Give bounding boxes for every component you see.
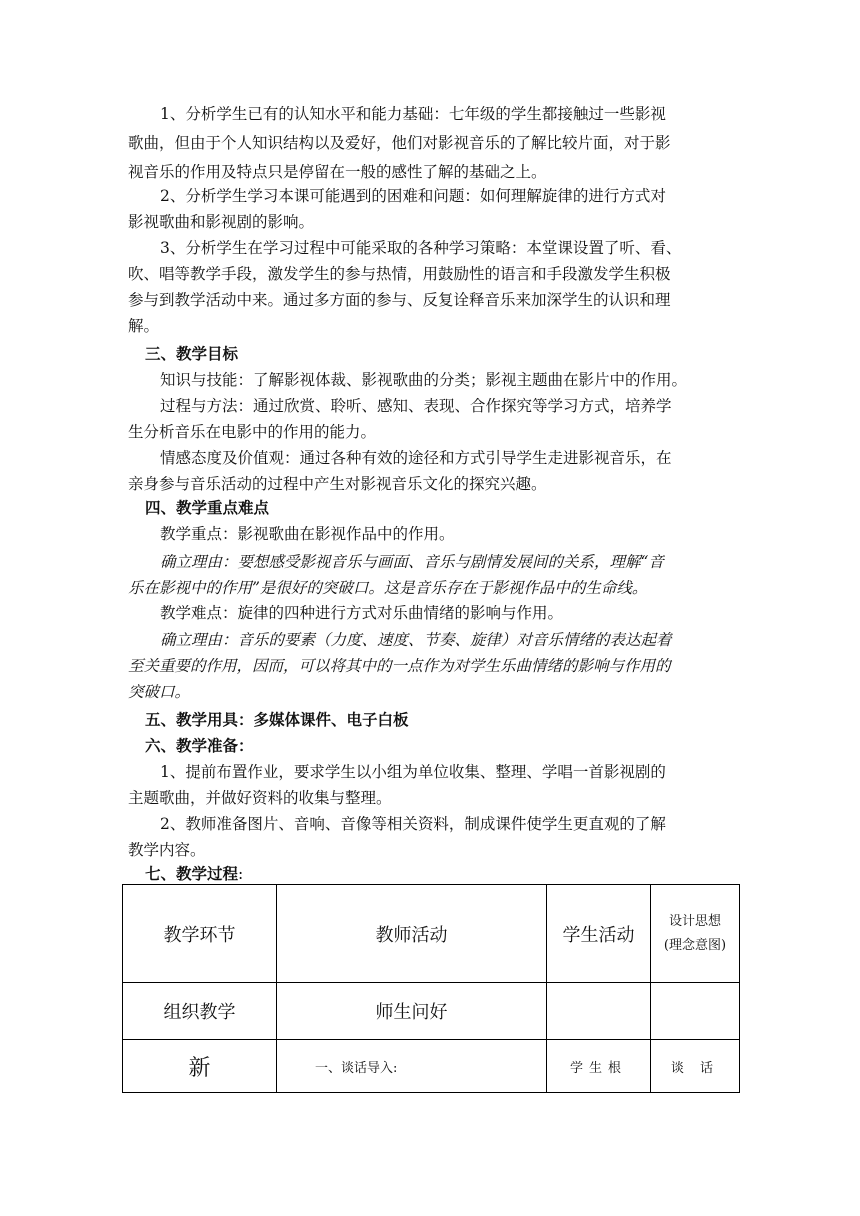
section6-item1-line2: 主题歌曲，并做好资料的收集与整理。 xyxy=(128,789,392,807)
section6-item2-line1: 2、教师准备图片、音响、音像等相关资料，制成课件使学生更直观的了解 xyxy=(160,815,666,833)
analysis-p3-line3: 参与到教学活动中来。通过多方面的参与、反复诠释音乐来加深学生的认识和理 xyxy=(128,291,671,309)
row1-stage: 组织教学 xyxy=(123,983,277,1040)
table-row xyxy=(123,983,740,1040)
analysis-p1-line1: 1、分析学生已有的认知水平和能力基础：七年级的学生都接触过一些影视 xyxy=(160,105,666,123)
section4-key-point: 教学重点：影视歌曲在影视作品中的作用。 xyxy=(160,525,455,543)
section3-process-line2: 生分析音乐在电影中的作用的能力。 xyxy=(128,423,377,441)
teaching-process-table xyxy=(122,884,740,1093)
section3-process-line1: 过程与方法：通过欣赏、聆听、感知、表现、合作探究等学习方式，培养学 xyxy=(160,397,672,415)
row2-design: 谈 话 xyxy=(651,1040,740,1093)
header-teacher-activity: 教师活动 xyxy=(277,885,547,983)
analysis-p2-line2: 影视歌曲和影视剧的影响。 xyxy=(128,213,315,231)
analysis-p2-line1: 2、分析学生学习本课可能遇到的困难和问题：如何理解旋律的进行方式对 xyxy=(160,187,666,205)
header-stage: 教学环节 xyxy=(123,885,277,983)
header-design-line1: 设计思想 xyxy=(668,913,721,929)
section4-difficulty: 教学难点：旋律的四种进行方式对乐曲情绪的影响与作用。 xyxy=(160,604,564,622)
row1-student xyxy=(547,983,651,1040)
section6-item1-line1: 1、提前布置作业，要求学生以小组为单位收集、整理、学唱一首影视剧的 xyxy=(160,763,666,781)
header-design-line2: (理念意图) xyxy=(663,937,727,953)
section5-heading: 五、教学用具：多媒体课件、电子白板 xyxy=(145,710,409,729)
section3-heading: 三、教学目标 xyxy=(145,344,239,363)
table-header-row xyxy=(123,885,740,983)
row2-teacher: 一、谈话导入: xyxy=(277,1040,547,1093)
header-student-activity: 学生活动 xyxy=(547,885,651,983)
section4-difficulty-reason-line1: 确立理由：音乐的要素（力度、速度、节奏、旋律）对音乐情绪的表达起着 xyxy=(160,631,672,649)
row1-design xyxy=(651,983,740,1040)
row1-teacher: 师生问好 xyxy=(277,983,547,1040)
section4-difficulty-reason-line2: 至关重要的作用，因而，可以将其中的一点作为对学生乐曲情绪的影响与作用的 xyxy=(128,657,671,675)
section4-key-reason-line2: 乐在影视中的作用”是很好的突破口。这是音乐存在于影视作品中的生命线。 xyxy=(128,579,648,597)
row2-stage: 新 xyxy=(123,1040,277,1093)
table-row xyxy=(123,1040,740,1093)
section6-heading: 六、教学准备： xyxy=(145,736,254,755)
section6-item2-line2: 教学内容。 xyxy=(128,841,206,859)
analysis-p3-line2: 吹、唱等教学手段，激发学生的参与热情，用鼓励性的语言和手段激发学生积极 xyxy=(128,265,671,283)
section4-key-reason-line1: 确立理由：要想感受影视音乐与画面、音乐与剧情发展间的关系，理解“音 xyxy=(160,553,664,571)
analysis-p1-line3: 视音乐的作用及特点只是停留在一般的感性了解的基础之上。 xyxy=(128,163,547,181)
section7-heading-text: 七、教学过程 xyxy=(145,864,239,883)
section3-attitude-line1: 情感态度及价值观：通过各种有效的途径和方式引导学生走进影视音乐，在 xyxy=(160,449,672,467)
section4-difficulty-reason-line3: 突破口。 xyxy=(128,683,191,701)
section4-heading: 四、教学重点难点 xyxy=(145,498,270,517)
section3-attitude-line2: 亲身参与音乐活动的过程中产生对影视音乐文化的探究兴趣。 xyxy=(128,475,547,493)
header-design-thought xyxy=(651,885,740,983)
analysis-p3-line4: 解。 xyxy=(128,317,160,335)
analysis-p1-line2: 歌曲，但由于个人知识结构以及爱好，他们对影视音乐的了解比较片面，对于影 xyxy=(128,134,671,152)
row2-student: 学生根 xyxy=(547,1040,651,1093)
analysis-p3-line1: 3、分析学生在学习过程中可能采取的各种学习策略：本堂课设置了听、看、 xyxy=(160,239,682,257)
section7-heading-colon: : xyxy=(238,865,244,883)
section3-knowledge: 知识与技能：了解影视体裁、影视歌曲的分类；影视主题曲在影片中的作用。 xyxy=(160,371,688,389)
